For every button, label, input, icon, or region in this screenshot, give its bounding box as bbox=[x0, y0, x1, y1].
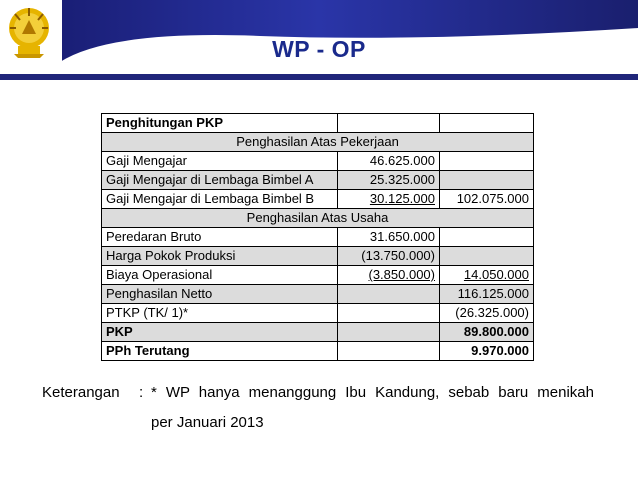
row-value: 31.650.000 bbox=[338, 228, 440, 247]
row-total bbox=[440, 228, 534, 247]
note-colon: : bbox=[139, 384, 144, 401]
row-value bbox=[338, 304, 440, 323]
row-value: 46.625.000 bbox=[338, 152, 440, 171]
row-value: (13.750.000) bbox=[338, 247, 440, 266]
table-heading: Penghitungan PKP bbox=[102, 114, 338, 133]
section-header: Penghasilan Atas Pekerjaan bbox=[102, 133, 534, 152]
table-row bbox=[102, 152, 534, 171]
row-total: 89.800.000 bbox=[440, 323, 534, 342]
table-row bbox=[102, 285, 534, 304]
row-label: PKP bbox=[102, 323, 338, 342]
row-value: 30.125.000 bbox=[338, 190, 440, 209]
row-label: Penghasilan Netto bbox=[102, 285, 338, 304]
table-row bbox=[102, 247, 534, 266]
row-total bbox=[440, 247, 534, 266]
row-label: Gaji Mengajar di Lembaga Bimbel A bbox=[102, 171, 338, 190]
row-label: PPh Terutang bbox=[102, 342, 338, 361]
row-total: 116.125.000 bbox=[440, 285, 534, 304]
row-total bbox=[440, 171, 534, 190]
row-total: 9.970.000 bbox=[440, 342, 534, 361]
table-row bbox=[102, 304, 534, 323]
row-label: PTKP (TK/ 1)* bbox=[102, 304, 338, 323]
row-label: Gaji Mengajar di Lembaga Bimbel B bbox=[102, 190, 338, 209]
row-label: Harga Pokok Produksi bbox=[102, 247, 338, 266]
pkp-calculation-table bbox=[101, 113, 534, 361]
table-row bbox=[102, 342, 534, 361]
section-row-usaha bbox=[102, 209, 534, 228]
table-row bbox=[102, 228, 534, 247]
section-header: Penghasilan Atas Usaha bbox=[102, 209, 534, 228]
row-total: 14.050.000 bbox=[440, 266, 534, 285]
row-value bbox=[338, 285, 440, 304]
row-value: 25.325.000 bbox=[338, 171, 440, 190]
row-label: Peredaran Bruto bbox=[102, 228, 338, 247]
row-label: Gaji Mengajar bbox=[102, 152, 338, 171]
row-value bbox=[338, 323, 440, 342]
section-row-pekerjaan bbox=[102, 133, 534, 152]
note-line-2: per Januari 2013 bbox=[151, 414, 264, 431]
note-line-1: * WP hanya menanggung Ibu Kandung, sebab baru menikah bbox=[151, 384, 594, 401]
row-total: (26.325.000) bbox=[440, 304, 534, 323]
header-banner bbox=[0, 0, 638, 88]
row-total: 102.075.000 bbox=[440, 190, 534, 209]
table-row bbox=[102, 190, 534, 209]
note-label: Keterangan bbox=[42, 384, 120, 401]
row-label: Biaya Operasional bbox=[102, 266, 338, 285]
table-row bbox=[102, 266, 534, 285]
row-total bbox=[440, 152, 534, 171]
page-title: WP - OP bbox=[272, 36, 366, 62]
table-row bbox=[102, 171, 534, 190]
row-value bbox=[338, 342, 440, 361]
table-row bbox=[102, 323, 534, 342]
row-value: (3.850.000) bbox=[338, 266, 440, 285]
table-row bbox=[102, 114, 534, 133]
